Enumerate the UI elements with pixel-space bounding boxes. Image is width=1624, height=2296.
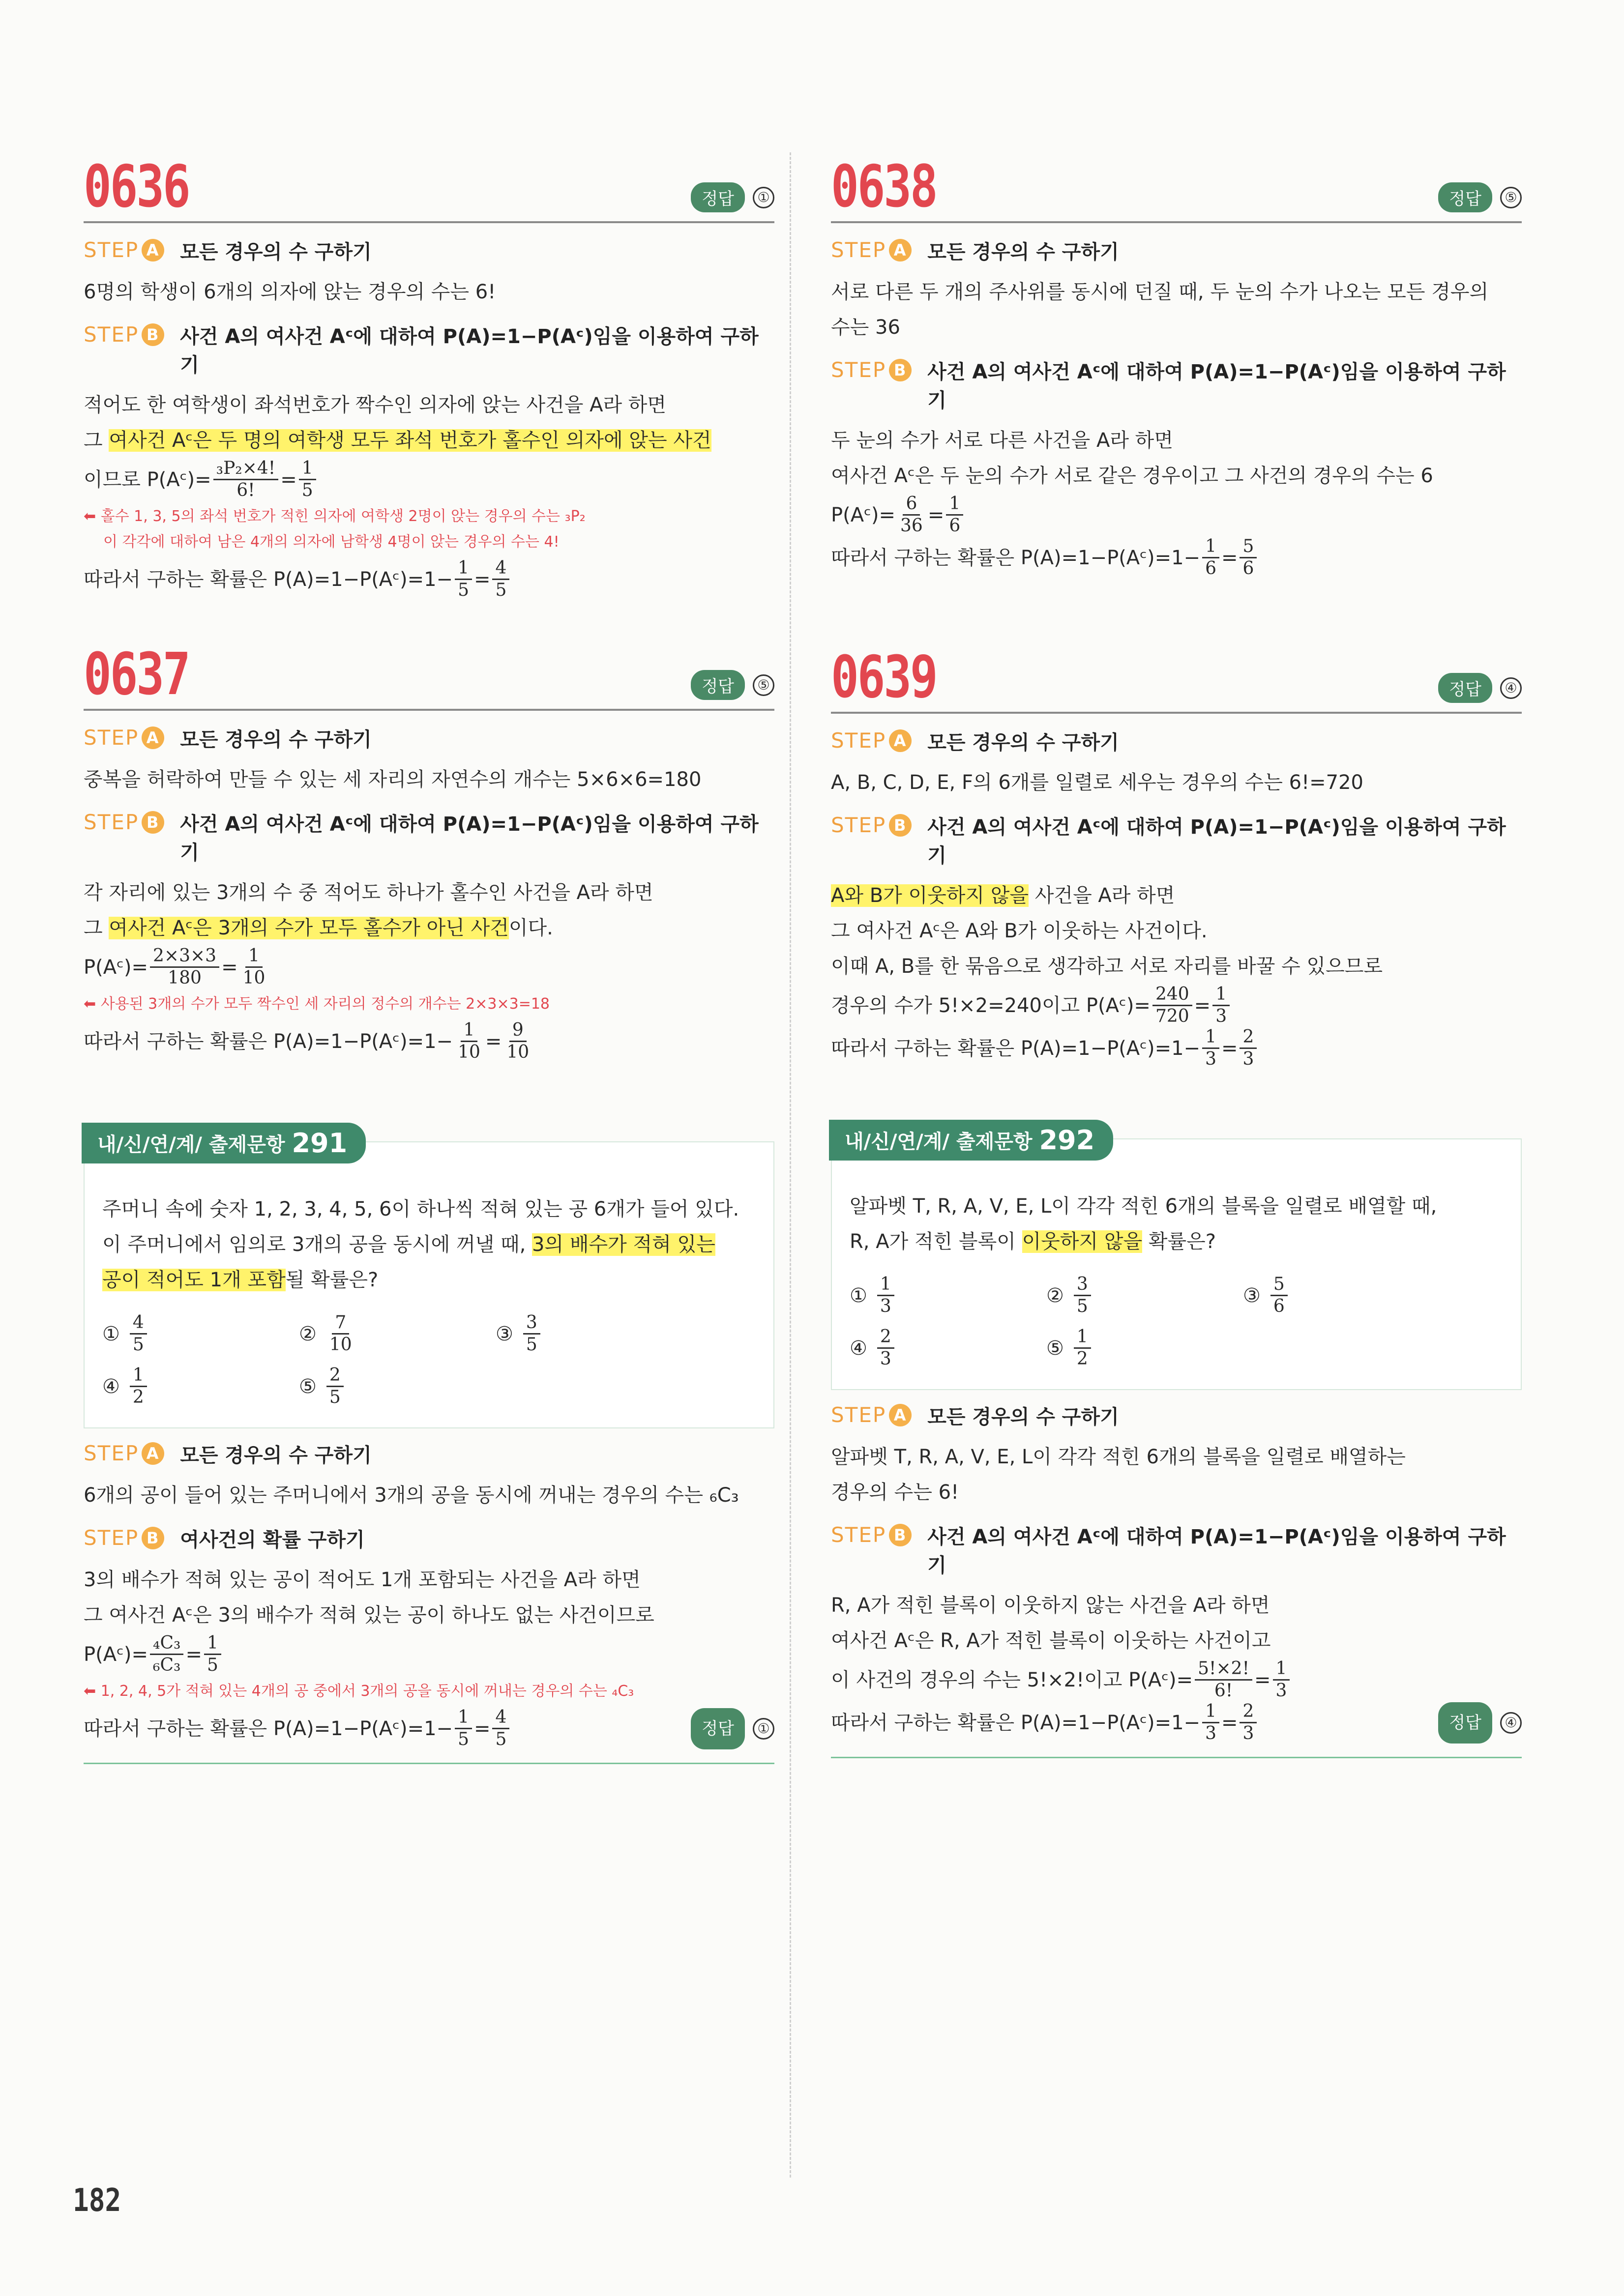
text-segment: 따라서 구하는 확률은 P(A)=1−P(Aᶜ)=1− [831, 546, 1201, 569]
choice-4[interactable] [850, 1327, 1046, 1369]
text-line: 중복을 허락하여 만들 수 있는 세 자리의 자연수의 개수는 5×6×6=180 [84, 768, 702, 791]
problem-0636 [84, 147, 774, 601]
step-label: STEP [84, 238, 139, 262]
page-number: 182 [73, 2182, 121, 2219]
answer-badge: 정답 [1438, 182, 1492, 212]
denominator: 3 [1215, 1006, 1227, 1026]
numerator: 1 [130, 1365, 147, 1387]
step-b [831, 813, 1522, 870]
equation-line: 이 사건의 경우의 수는 5!×2!이고 P(Aᶜ)= $\frac{5!\times 2!}{6!}$ = $\frac{1}{3}$ [831, 1658, 1522, 1701]
step-title: 모든 경우의 수 구하기 [180, 728, 372, 751]
text-line: 각 자리에 있는 3개의 수 중 적어도 하나가 홀수인 사건을 A라 하면 [84, 881, 653, 904]
arrow-left-icon: ⬅ [84, 508, 101, 525]
question-tag [82, 1123, 366, 1163]
step-title: 사건 A의 여사건 Aᶜ에 대하여 P(A)=1−P(Aᶜ)임을 이용하여 구하기 [927, 1526, 1506, 1577]
step-letter: B [889, 359, 912, 381]
fraction [1074, 1274, 1091, 1317]
answer-mark: ① [753, 187, 774, 208]
fraction [130, 1365, 147, 1408]
answer-box [691, 670, 774, 700]
fraction [326, 1365, 344, 1408]
denominator: 5 [329, 1387, 341, 1407]
text-line [84, 423, 774, 458]
question-text: 알파벳 T, R, A, V, E, L이 각각 적힌 6개의 블록을 일렬로 배열할 때, [850, 1195, 1437, 1218]
choice-4[interactable] [102, 1365, 299, 1408]
fraction [523, 1312, 540, 1355]
step-label: STEP [831, 238, 886, 262]
step-title: 모든 경우의 수 구하기 [927, 1406, 1119, 1428]
highlight: 3의 배수가 적혀 있는 [532, 1233, 715, 1256]
problem-header [84, 147, 774, 223]
highlight: 공이 적어도 1개 포함 [102, 1269, 286, 1291]
denominator: 5 [207, 1655, 218, 1675]
choice-2[interactable] [1046, 1274, 1243, 1317]
text-segment: P(Aᶜ)= [84, 1643, 148, 1666]
fraction [1202, 1027, 1219, 1070]
fraction [130, 1312, 147, 1355]
equation-line: P(Aᶜ)= $\frac{2\times 3\times 3}{180}$ = $\frac{1}{10}$ [84, 946, 774, 988]
choice-mark: ④ [850, 1337, 867, 1360]
numerator: 1 [946, 494, 963, 516]
denominator: 6 [949, 516, 961, 536]
numerator: 5 [1240, 536, 1257, 558]
text-segment: 따라서 구하는 확률은 P(A)=1−P(Aᶜ)=1− [84, 1030, 453, 1053]
text-segment: 이 주머니에서 임의로 3개의 공을 동시에 꺼낼 때, [102, 1233, 532, 1256]
choice-mark: ② [1046, 1284, 1064, 1307]
choice-mark: ③ [1243, 1284, 1261, 1307]
text-segment: P(Aᶜ)= [84, 956, 148, 979]
numerator: 4 [130, 1312, 147, 1335]
right-column [831, 147, 1522, 1758]
fraction [877, 1274, 894, 1317]
fraction [492, 558, 509, 601]
arrow-left-icon: ⬅ [84, 995, 101, 1013]
answer-box [1438, 1702, 1522, 1744]
step-letter: A [889, 239, 912, 262]
fraction [897, 494, 926, 536]
final-line: 따라서 구하는 확률은 P(A)=1−P(Aᶜ)=1− $\frac{1}{5}$ = $\frac{4}{5}$ [84, 558, 774, 601]
final-line: 따라서 구하는 확률은 P(A)=1−P(Aᶜ)=1− $\frac{1}{3}$ = $\frac{2}{3}$ 정답 ④ [831, 1701, 1522, 1744]
numerator: 7 [332, 1312, 349, 1335]
text-segment: 이므로 P(Aᶜ)= [84, 468, 211, 491]
fraction [213, 458, 279, 501]
choice-3[interactable] [496, 1312, 692, 1355]
step-title: 사건 A의 여사건 Aᶜ에 대하여 P(A)=1−P(Aᶜ)임을 이용하여 구하기 [180, 325, 759, 377]
problem-0638 [831, 147, 1522, 579]
text-line: 이때 A, B를 한 묶음으로 생각하고 서로 자리를 바꿀 수 있으므로 [831, 955, 1383, 978]
step-letter: B [889, 814, 912, 837]
step-b [84, 810, 774, 867]
text-segment: 따라서 구하는 확률은 P(A)=1−P(Aᶜ)=1− [84, 568, 453, 591]
tag-number: 291 [292, 1128, 348, 1159]
numerator: 5 [1270, 1274, 1288, 1296]
choice-mark: ⑤ [299, 1375, 317, 1398]
denominator: 3 [1242, 1723, 1254, 1744]
text-segment: 따라서 구하는 확률은 P(A)=1−P(Aᶜ)=1− [831, 1711, 1201, 1734]
question-text [102, 1262, 756, 1298]
text-segment: 사건을 A라 하면 [1029, 884, 1175, 907]
fraction [204, 1633, 221, 1676]
tag-label: 내/신/연/계/ 출제문항 [97, 1133, 285, 1156]
denominator: 5 [132, 1335, 144, 1355]
fraction [326, 1312, 355, 1355]
step-letter: B [142, 323, 164, 346]
choice-mark: ① [102, 1322, 120, 1345]
step-label: STEP [831, 728, 886, 753]
answer-box [1438, 182, 1522, 212]
choice-mark: ⑤ [1046, 1337, 1064, 1360]
step-a [831, 728, 1522, 757]
step-title: 모든 경우의 수 구하기 [927, 731, 1119, 754]
fraction [1240, 1701, 1257, 1744]
step-b [84, 1526, 774, 1554]
step-letter: A [142, 1442, 164, 1465]
denominator: 5 [458, 1729, 469, 1749]
denominator: 5 [458, 580, 469, 600]
numerator: 3 [1074, 1274, 1091, 1296]
numerator: 2×3×3 [150, 946, 219, 968]
numerator: 1 [1202, 1027, 1219, 1049]
denominator: 6! [236, 480, 255, 500]
equation-line: 이므로 P(Aᶜ)= $\frac{\text{₃P₂×4!}}{6!}$ = $\frac{1}{5}$ [84, 458, 774, 501]
text-line [84, 910, 774, 946]
denominator: 5 [495, 580, 507, 600]
denominator: ₆C₃ [153, 1655, 181, 1675]
text-segment: 이다. [508, 917, 553, 939]
numerator: 1 [1202, 1701, 1219, 1723]
denominator: 3 [1275, 1681, 1287, 1701]
fraction [1074, 1327, 1091, 1369]
question-tag [829, 1120, 1113, 1161]
denominator: 3 [1205, 1049, 1216, 1069]
text-line: 적어도 한 여학생이 좌석번호가 짝수인 의자에 앉는 사건을 A라 하면 [84, 394, 667, 416]
fraction [877, 1327, 894, 1369]
numerator: 9 [509, 1020, 527, 1042]
fraction [1195, 1658, 1252, 1701]
answer-mark: ⑤ [753, 674, 774, 696]
step-label: STEP [84, 1441, 139, 1465]
highlight: A와 B가 이웃하지 않을 [831, 884, 1029, 907]
column-divider [790, 152, 791, 2178]
text-line: 3의 배수가 적혀 있는 공이 적어도 1개 포함되는 사건을 A라 하면 [84, 1569, 641, 1591]
note-text: 1, 2, 4, 5가 적혀 있는 4개의 공 중에서 3개의 공을 동시에 꺼내는 경우의 수는 ₄C₃ [100, 1683, 634, 1700]
choice-mark: ④ [102, 1375, 120, 1398]
fraction [1273, 1658, 1290, 1701]
equation-line: P(Aᶜ)= $\frac{\text{₄C₃}}{\text{₆C₃}}$ = $\frac{1}{5}$ [84, 1633, 774, 1676]
numerator: 1 [245, 946, 263, 968]
choice-2[interactable] [299, 1312, 496, 1355]
text-line: 6개의 공이 들어 있는 주머니에서 3개의 공을 동시에 꺼내는 경우의 수는 ₆C₃ [84, 1484, 739, 1507]
step-letter: B [142, 811, 164, 834]
fraction [1202, 536, 1219, 579]
numerator: 1 [299, 458, 316, 480]
numerator: 1 [1074, 1327, 1091, 1349]
answer-mark: ⑤ [1500, 187, 1522, 208]
text-segment: 따라서 구하는 확률은 P(A)=1−P(Aᶜ)=1− [831, 1037, 1201, 1060]
fraction [455, 1020, 483, 1063]
arrow-left-icon: ⬅ [84, 1683, 101, 1700]
problem-number: 0637 [84, 640, 189, 708]
text-line: 서로 다른 두 개의 주사위를 동시에 던질 때, 두 눈의 수가 나오는 모든 경우의 [831, 281, 1489, 303]
answer-badge: 정답 [691, 182, 745, 212]
note [84, 1679, 774, 1704]
step-b [831, 1523, 1522, 1580]
text-segment: P(Aᶜ)= [831, 503, 896, 526]
problem-header [84, 635, 774, 711]
denominator: 3 [880, 1349, 891, 1369]
denominator: 3 [880, 1296, 891, 1316]
step-a [831, 238, 1522, 266]
linked-question-291 [84, 1128, 774, 1428]
numerator: ₃P₂×4! [213, 458, 279, 480]
tag-number: 292 [1039, 1125, 1095, 1156]
question-text: 주머니 속에 숫자 1, 2, 3, 4, 5, 6이 하나씩 적혀 있는 공 6개가 들어 있다. [102, 1198, 739, 1221]
step-title: 모든 경우의 수 구하기 [927, 241, 1119, 263]
question-text [850, 1224, 1503, 1259]
numerator: 1 [1202, 536, 1219, 558]
text-line: 그 여사건 Aᶜ은 3의 배수가 적혀 있는 공이 하나도 없는 사건이므로 [84, 1604, 654, 1627]
denominator: 10 [506, 1042, 530, 1062]
text-segment: 따라서 구하는 확률은 P(A)=1−P(Aᶜ)=1− [84, 1717, 453, 1740]
text-line: 두 눈의 수가 서로 다른 사건을 A라 하면 [831, 429, 1173, 452]
numerator: 4 [492, 558, 509, 580]
question-text [102, 1227, 756, 1262]
equation-line: 경우의 수가 5!×2=240이고 P(Aᶜ)= $\frac{240}{720}$ = $\frac{1}{3}$ [831, 984, 1522, 1027]
step-label: STEP [84, 726, 139, 750]
denominator: 180 [168, 968, 202, 988]
fraction [455, 558, 472, 601]
denominator: 36 [900, 516, 923, 536]
text-segment: 확률은? [1142, 1230, 1216, 1253]
step-label: STEP [831, 1523, 886, 1547]
highlight: 여사건 Aᶜ은 3개의 수가 모두 홀수가 아닌 사건 [109, 917, 509, 939]
denominator: 2 [1076, 1349, 1088, 1369]
step-title: 여사건의 확률 구하기 [180, 1529, 365, 1551]
step-a [84, 726, 774, 754]
choice-list [102, 1312, 756, 1408]
denominator: 3 [1242, 1049, 1254, 1069]
equation-line: P(Aᶜ)= $\frac{6}{36}$ = $\frac{1}{6}$ [831, 494, 1522, 536]
problem-number: 0639 [831, 643, 937, 711]
tag-label: 내/신/연/계/ 출제문항 [845, 1131, 1033, 1153]
denominator: 6! [1214, 1681, 1233, 1701]
fraction [1240, 536, 1257, 579]
problem-number: 0636 [84, 152, 189, 220]
step-letter: A [889, 1404, 912, 1426]
text-segment: 그 [84, 429, 109, 452]
text-line: 여사건 Aᶜ은 두 눈의 수가 서로 같은 경우이고 그 사건의 경우의 수는 6 [831, 465, 1433, 487]
text-line: 여사건 Aᶜ은 R, A가 적힌 블록이 이웃하는 사건이고 [831, 1629, 1271, 1652]
step-label: STEP [831, 358, 886, 382]
fraction [503, 1020, 532, 1063]
text-line: R, A가 적힌 블록이 이웃하지 않는 사건을 A라 하면 [831, 1594, 1270, 1617]
fraction [150, 946, 219, 988]
highlight: 이웃하지 않을 [1022, 1230, 1143, 1253]
step-b [831, 358, 1522, 415]
numerator: 240 [1152, 984, 1192, 1006]
denominator: 3 [1205, 1723, 1216, 1744]
text-line [831, 878, 1522, 913]
step-a [84, 238, 774, 266]
section-divider [831, 1757, 1522, 1758]
denominator: 6 [1273, 1296, 1285, 1316]
denominator: 6 [1242, 558, 1254, 579]
step-letter: A [142, 239, 164, 262]
text-segment: 경우의 수가 5!×2=240이고 P(Aᶜ)= [831, 994, 1151, 1017]
left-column [84, 147, 774, 1764]
numerator: 1 [204, 1633, 221, 1655]
step-label: STEP [84, 1526, 139, 1550]
solution-292 [831, 1403, 1522, 1758]
step-label: STEP [84, 322, 139, 347]
denominator: 5 [495, 1729, 507, 1749]
denominator: 2 [132, 1387, 144, 1407]
choice-3[interactable] [1243, 1274, 1440, 1317]
numerator: 2 [877, 1327, 894, 1349]
choice-list [850, 1274, 1503, 1369]
denominator: 5 [1076, 1296, 1088, 1316]
answer-mark: ④ [1500, 677, 1522, 699]
fraction [240, 946, 268, 988]
fraction [455, 1707, 472, 1750]
denominator: 6 [1205, 558, 1216, 579]
step-title: 사건 A의 여사건 Aᶜ에 대하여 P(A)=1−P(Aᶜ)임을 이용하여 구하기 [180, 813, 759, 864]
numerator: 1 [455, 1707, 472, 1729]
numerator: 3 [523, 1312, 540, 1335]
choice-mark: ② [299, 1322, 317, 1345]
denominator: 720 [1155, 1006, 1189, 1026]
step-a [831, 1403, 1522, 1431]
final-line: 따라서 구하는 확률은 P(A)=1−P(Aᶜ)=1− $\frac{1}{5}$ = $\frac{4}{5}$ 정답 ① [84, 1707, 774, 1750]
step-label: STEP [831, 1403, 886, 1427]
numerator: ₄C₃ [150, 1633, 183, 1655]
fraction [150, 1633, 183, 1676]
text-line: 경우의 수는 6! [831, 1481, 959, 1504]
numerator: 5!×2! [1195, 1658, 1252, 1681]
step-b [84, 322, 774, 379]
fraction [492, 1707, 509, 1750]
problem-0639 [831, 638, 1522, 1070]
solution-291 [84, 1441, 774, 1764]
note-text: 사용된 3개의 수가 모두 짝수인 세 자리의 정수의 개수는 2×3×3=18 [100, 995, 550, 1013]
step-title: 모든 경우의 수 구하기 [180, 241, 372, 263]
denominator: 5 [301, 480, 313, 500]
fraction [1240, 1027, 1257, 1070]
step-label: STEP [831, 813, 886, 837]
note [84, 504, 774, 555]
step-letter: B [889, 1524, 912, 1546]
section-divider [84, 1763, 774, 1764]
numerator: 2 [1240, 1027, 1257, 1049]
text-segment: 이 사건의 경우의 수는 5!×2!이고 P(Aᶜ)= [831, 1668, 1193, 1691]
note-text: 홀수 1, 3, 5의 좌석 번호가 적힌 의자에 여학생 2명이 앉는 경우의 수는 ₃P₂ [100, 508, 586, 525]
fraction [1270, 1274, 1288, 1317]
numerator: 2 [1240, 1701, 1257, 1723]
step-letter: B [142, 1527, 164, 1549]
choice-1[interactable] [102, 1312, 299, 1355]
numerator: 1 [461, 1020, 478, 1042]
answer-box [691, 182, 774, 212]
numerator: 4 [492, 1707, 509, 1729]
step-title: 모든 경우의 수 구하기 [180, 1444, 372, 1467]
problem-header [831, 147, 1522, 223]
answer-box [1438, 673, 1522, 703]
denominator: 5 [526, 1335, 537, 1355]
step-label: STEP [84, 810, 139, 834]
fraction [1202, 1701, 1219, 1744]
step-title: 사건 A의 여사건 Aᶜ에 대하여 P(A)=1−P(Aᶜ)임을 이용하여 구하기 [927, 816, 1506, 867]
step-letter: A [889, 729, 912, 752]
answer-badge: 정답 [1438, 1702, 1492, 1744]
final-line: 따라서 구하는 확률은 P(A)=1−P(Aᶜ)=1− $\frac{1}{3}$ = $\frac{2}{3}$ [831, 1027, 1522, 1070]
choice-1[interactable] [850, 1274, 1046, 1317]
problem-header [831, 638, 1522, 714]
numerator: 1 [1212, 984, 1230, 1006]
denominator: 10 [329, 1335, 352, 1355]
answer-mark: ④ [1500, 1712, 1522, 1734]
numerator: 1 [877, 1274, 894, 1296]
text-line: 수는 36 [831, 316, 900, 339]
fraction [1212, 984, 1230, 1027]
numerator: 1 [455, 558, 472, 580]
text-segment: R, A가 적힌 블록이 [850, 1230, 1022, 1253]
numerator: 1 [1273, 1658, 1290, 1681]
answer-badge: 정답 [1438, 673, 1492, 703]
answer-mark: ① [753, 1718, 774, 1740]
note [84, 991, 774, 1017]
text-line: A, B, C, D, E, F의 6개를 일렬로 세우는 경우의 수는 6!=720 [831, 771, 1364, 794]
problem-0637 [84, 635, 774, 1063]
final-line: 따라서 구하는 확률은 P(A)=1−P(Aᶜ)=1− $\frac{1}{10}$ = $\frac{9}{10}$ [84, 1020, 774, 1063]
answer-badge: 정답 [691, 1708, 745, 1749]
text-line: 6명의 학생이 6개의 의자에 앉는 경우의 수는 6! [84, 281, 496, 303]
final-line: 따라서 구하는 확률은 P(A)=1−P(Aᶜ)=1− $\frac{1}{6}$ = $\frac{5}{6}$ [831, 536, 1522, 579]
linked-question-292 [831, 1125, 1522, 1390]
answer-badge: 정답 [691, 670, 745, 700]
numerator: 2 [326, 1365, 344, 1387]
fraction [946, 494, 963, 536]
highlight: 여사건 Aᶜ은 두 명의 여학생 모두 좌석 번호가 홀수인 의자에 앉는 사건 [109, 429, 711, 452]
choice-5[interactable] [299, 1365, 496, 1408]
text-segment: 그 [84, 917, 109, 939]
note-text: 이 각각에 대하여 남은 4개의 의자에 남학생 4명이 앉는 경우의 수는 4! [103, 533, 560, 551]
step-title: 사건 A의 여사건 Aᶜ에 대하여 P(A)=1−P(Aᶜ)임을 이용하여 구하기 [927, 361, 1506, 412]
problem-number: 0638 [831, 152, 937, 220]
text-line: 그 여사건 Aᶜ은 A와 B가 이웃하는 사건이다. [831, 920, 1208, 942]
numerator: 6 [903, 494, 920, 516]
text-line: 알파벳 T, R, A, V, E, L이 각각 적힌 6개의 블록을 일렬로 배열하는 [831, 1446, 1406, 1468]
choice-mark: ③ [496, 1322, 513, 1345]
text-segment: 될 확률은? [285, 1269, 379, 1291]
denominator: 10 [458, 1042, 480, 1062]
fraction [299, 458, 316, 501]
fraction [1152, 984, 1192, 1027]
denominator: 10 [242, 968, 266, 988]
answer-box [691, 1708, 774, 1749]
step-letter: A [142, 727, 164, 749]
step-a [84, 1441, 774, 1470]
choice-5[interactable] [1046, 1327, 1243, 1369]
choice-mark: ① [850, 1284, 867, 1307]
